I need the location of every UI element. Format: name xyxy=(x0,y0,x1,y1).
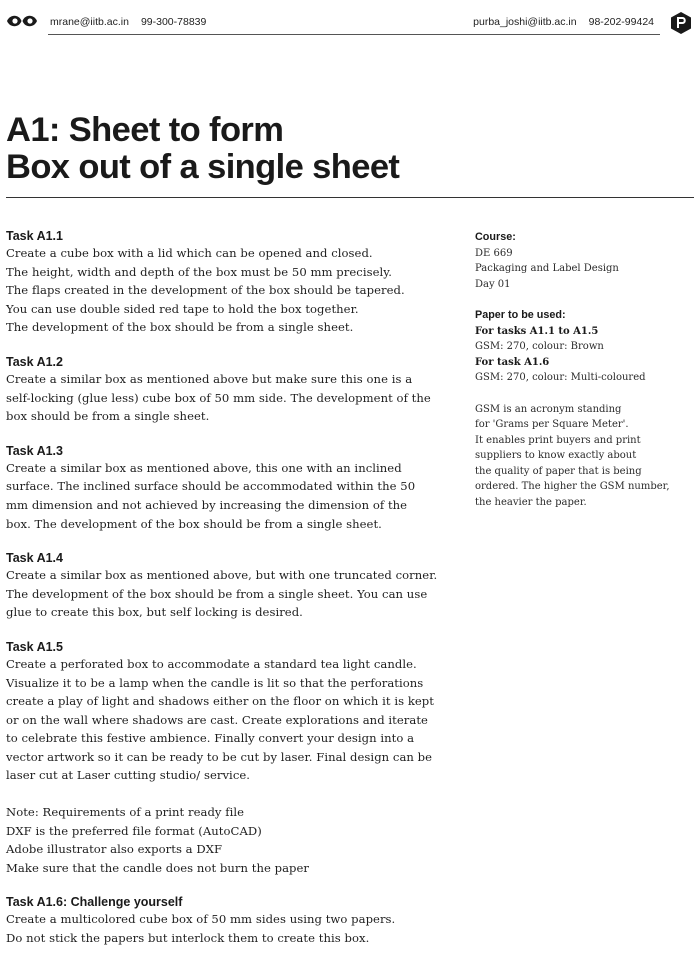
task-text-line: glue to create this box, but self locking is desired. xyxy=(6,605,303,620)
header-right-phone: 98-202-99424 xyxy=(588,16,654,28)
header-left-email[interactable]: mrane@iitb.ac.in xyxy=(50,16,129,28)
task-text-line: box should be from a single sheet. xyxy=(6,409,210,424)
task-text-line: The development of the box should be from a single sheet. You can use xyxy=(6,586,428,601)
task-text-line: self-locking (glue less) cube box of 50 mm side. The development of the xyxy=(6,390,431,405)
header-contact-left xyxy=(50,16,206,28)
note-line: Adobe illustrator also exports a DXF xyxy=(6,842,223,857)
header-contact-right xyxy=(473,16,654,28)
task-text-line: Visualize it to be a lamp when the candle is lit so that the perforations xyxy=(6,675,424,690)
page-title xyxy=(6,112,399,186)
info-sidebar xyxy=(475,230,695,510)
print-ready-note xyxy=(6,803,468,877)
task-text-line: create a play of light and shadows either on the floor on which it is kept xyxy=(6,694,434,709)
header-divider xyxy=(48,34,660,35)
task-text-line: laser cut at Laser cutting studio/ service. xyxy=(6,768,251,783)
task-text-line: mm dimension and not achieved by increasing the dimension of the xyxy=(6,497,408,512)
task-text-line: Do not stick the papers but interlock them to create this box. xyxy=(6,931,370,946)
paper-task1-label: For tasks A1.1 to A1.5 xyxy=(475,325,599,337)
eye-logo-icon xyxy=(6,13,38,32)
task-a1-6 xyxy=(6,894,468,947)
paper-task2-label: For task A1.6 xyxy=(475,356,550,368)
title-line-2: Box out of a single sheet xyxy=(6,148,400,186)
task-heading: Task A1.3 xyxy=(6,443,63,458)
task-text-line: surface. The inclined surface should be accommodated within the 50 xyxy=(6,479,416,494)
task-text-line: Create a similar box as mentioned above, but with one truncated corner. xyxy=(6,568,438,583)
title-line-1: A1: Sheet to form xyxy=(6,111,284,149)
note-line: DXF is the preferred file format (AutoCAD) xyxy=(6,823,262,838)
task-heading: Task A1.4 xyxy=(6,551,63,566)
title-divider xyxy=(6,197,694,198)
task-a1-5 xyxy=(6,639,468,878)
task-a1-4 xyxy=(6,550,468,622)
spacer xyxy=(475,292,695,308)
task-heading: Task A1.5 xyxy=(6,639,63,654)
note-line: Note: Requirements of a print ready file xyxy=(6,805,245,820)
task-text-line: vector artwork so it can be ready to be cut by laser. Final design can be xyxy=(6,749,433,764)
page-header xyxy=(0,0,698,40)
task-a1-3 xyxy=(6,443,468,533)
tasks-column xyxy=(6,228,468,965)
task-a1-1 xyxy=(6,228,468,337)
task-heading: Task A1.2 xyxy=(6,354,63,369)
gsm-note-line: It enables print buyers and print xyxy=(475,434,641,446)
task-text-line: Create a perforated box to accommodate a standard tea light candle. xyxy=(6,656,417,671)
task-text-line: The development of the box should be from a single sheet. xyxy=(6,320,354,335)
course-label: Course: xyxy=(475,231,516,243)
course-name: Packaging and Label Design xyxy=(475,263,619,274)
task-heading: Task A1.6: Challenge yourself xyxy=(6,895,183,910)
task-text-line: or on the wall where shadows are cast. Create explorations and iterate xyxy=(6,712,428,727)
header-right-email[interactable]: purba_joshi@iitb.ac.in xyxy=(473,16,577,28)
task-text-line: to celebrate this festive ambience. Finally convert your design into a xyxy=(6,731,415,746)
gsm-note-line: GSM is an acronym standing xyxy=(475,403,622,415)
course-day: Day 01 xyxy=(475,278,511,290)
task-a1-2 xyxy=(6,354,468,426)
task-text-line: The height, width and depth of the box must be 50 mm precisely. xyxy=(6,264,393,279)
gsm-note-line: ordered. The higher the GSM number, xyxy=(475,481,670,492)
spacer xyxy=(475,386,695,402)
gsm-note-line: the quality of paper that is being xyxy=(475,465,642,477)
task-text-line: box. The development of the box should be from a single sheet. xyxy=(6,516,382,531)
paper-task1-value: GSM: 270, colour: Brown xyxy=(475,341,604,352)
task-heading: Task A1.1 xyxy=(6,229,63,243)
paper-label: Paper to be used: xyxy=(475,309,566,321)
note-line: Make sure that the candle does not burn the paper xyxy=(6,860,310,875)
task-text-line: Create a similar box as mentioned above but make sure this one is a xyxy=(6,371,413,386)
task-text-line: Create a similar box as mentioned above, this one with an inclined xyxy=(6,460,402,475)
paper-task2-value: GSM: 270, colour: Multi-coloured xyxy=(475,372,646,383)
task-text-line: The flaps created in the development of the box should be tapered. xyxy=(6,283,405,298)
task-text-line: You can use double sided red tape to hold the box together. xyxy=(6,301,359,316)
p-hexagon-logo-icon xyxy=(670,11,692,39)
course-code: DE 669 xyxy=(475,247,513,259)
header-left-phone: 99-300-78839 xyxy=(140,16,207,28)
task-text-line: Create a cube box with a lid which can be opened and closed. xyxy=(6,246,373,260)
gsm-note-line: the heavier the paper. xyxy=(475,496,587,508)
gsm-note-line: for 'Grams per Square Meter'. xyxy=(475,419,629,430)
task-text-line: Create a multicolored cube box of 50 mm sides using two papers. xyxy=(6,912,396,927)
gsm-note-line: suppliers to know exactly about xyxy=(475,450,637,461)
